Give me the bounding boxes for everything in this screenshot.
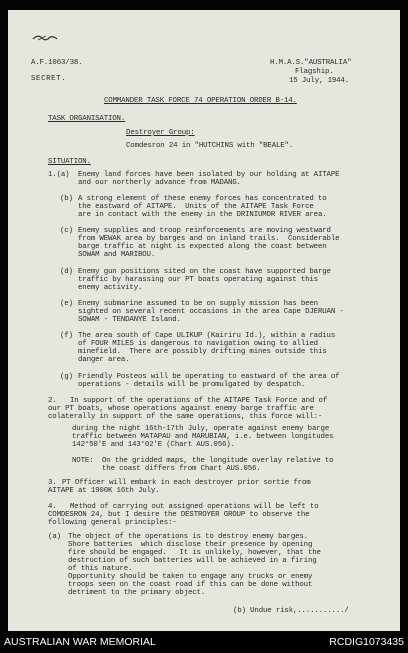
paragraph-4a-line: detriment to the primary object. [68,589,206,597]
paragraph-4a-line: The object of the operations is to destroy enemy barges. [68,533,308,541]
situation-d-line: traffic by harassing our PT boats operating against this [78,276,318,284]
paragraph-2-line: In support of the operations of the AITAPE Task Force and of [70,397,328,405]
situation-e-line: SOWAM - TENDANYE Island. [78,316,181,324]
situation-label-a: 1.(a) [48,171,70,179]
situation-c-line: Enemy supplies and troop reinforcements are moving westward [78,227,331,235]
situation-label-c: (c) [60,227,73,235]
note-line: NOTE: On the gridded maps, the longitude overlay relative to [72,457,334,465]
paragraph-4a-line: Opportunity should be taken to engage any trucks or enemy [68,573,313,581]
paragraph-4-line: following general principles:- [48,519,177,527]
situation-f-line: danger area. [78,356,130,364]
paragraph-4-line: Method of carrying out assigned operations will be left to [70,503,319,511]
situation-d-line: Enemy gun positions sited on the coast have supported barge [78,268,331,276]
situation-e-line: Enemy submarine assumed to be on supply mission has been [78,300,318,308]
paragraph-4-label: 4. [48,503,57,511]
document-title: COMMANDER TASK FORCE 74 OPERATION ORDER B-14. [104,97,297,105]
destroyer-group-heading: Destroyer Group: [126,129,195,137]
paragraph-4a-line: destruction of such batteries will be achieved in a firing [68,557,317,565]
date: 15 July, 1944. [289,77,349,85]
situation-label-f: (f) [60,332,73,340]
paragraph-3-label: 3. [48,479,57,487]
paragraph-3-line: PT Officer will embark in each destroyer prior sortie from [62,479,311,487]
situation-g-line: operations - details will be promulgated by despatch. [78,381,306,389]
paragraph-2-sub-line: traffic between MATAPAU and MARUBIAN, i.e. between longitudes [72,433,334,441]
situation-c-line: from WEWAK area by barges and on inland trails. Considerable [78,235,340,243]
paragraph-4a-line: fire should be engaged. It is unlikely, however, that the [68,549,321,557]
destroyer-group-line: Comdesron 24 in "HUTCHINS with "BEALE". [126,142,294,150]
footer-bar [0,632,408,653]
catchword: (b) Undue risk,.........../ [233,607,349,615]
paragraph-2-line: colaterally in support of the same operations, this force will:- [48,413,323,421]
classification: SECRET. [31,75,67,83]
paragraph-2-label: 2. [48,397,57,405]
paragraph-2-sub-line: 142°50'E and 143°02'E (Chart AUS.056). [72,441,235,449]
paragraph-4-line: COMDESRON 24, but I desire the DESTROYER GROUP to observe the [48,511,310,519]
situation-heading: SITUATION. [48,158,91,166]
situation-a-line: and our northerly advance from MADANG. [78,179,241,187]
situation-f-line: of FOUR MILES is dangerous to navigation owing to allied [78,340,318,348]
document-page [8,10,400,631]
situation-c-line: SOWAM and MARIBOU. [78,251,156,259]
note-line: the coast differs from Chart AUS.056. [72,465,261,473]
situation-b-line: are in contact with the enemy in the DRINIUMOR RIVER area. [78,211,327,219]
paragraph-4a-line: troops seen on the coast road if this can be done without [68,581,313,589]
situation-a-line: Enemy land forces have been isolated by our holding at AITAPE [78,171,340,179]
situation-label-b: (b) [60,195,73,203]
situation-d-line: enemy activity. [78,284,143,292]
flagship-label: Flagship. [295,68,334,76]
situation-label-e: (e) [60,300,73,308]
situation-b-line: the eastward of AITAPE. Units of the AITAPE Task Force [78,203,314,211]
reference-number: A.F.1063/38. [31,59,83,67]
paragraph-3-line: AITAPE at 1900K 16th July. [48,487,160,495]
situation-b-line: A strong element of these enemy forces has concentrated to [78,195,327,203]
record-id: RCDIG1073435 [329,636,404,648]
handwritten-mark [32,32,58,42]
archive-name: AUSTRALIAN WAR MEMORIAL [4,636,156,648]
situation-label-d: (d) [60,268,73,276]
ship-name: H.M.A.S."AUSTRALIA" [270,59,352,67]
paragraph-2-sub-line: during the night 16th-17th July, operate against enemy barge [72,425,330,433]
situation-label-g: (g) [60,373,73,381]
situation-c-line: barge traffic at night is expected along the coast between [78,243,327,251]
paragraph-4a-line: of this nature. [68,565,133,573]
situation-e-line: sighted on several recent occasions in the area Cape DJERUAN - [78,308,344,316]
situation-g-line: Friendly Posteos will be operating to eastward of the area of [78,373,340,381]
task-organisation-heading: TASK ORGANISATION. [48,115,126,123]
paragraph-2-line: our PT boats, whose operations against enemy barge traffic are [48,405,314,413]
paragraph-4a-label: (a) [48,533,61,541]
situation-f-line: The area south of Cape ULIKUP (Kairiru Id.), within a radius [78,332,336,340]
paragraph-4a-line: Shore batteries which disclose their presence by opening [68,541,313,549]
situation-f-line: minefield. There are possibly drifting mines outside this [78,348,327,356]
